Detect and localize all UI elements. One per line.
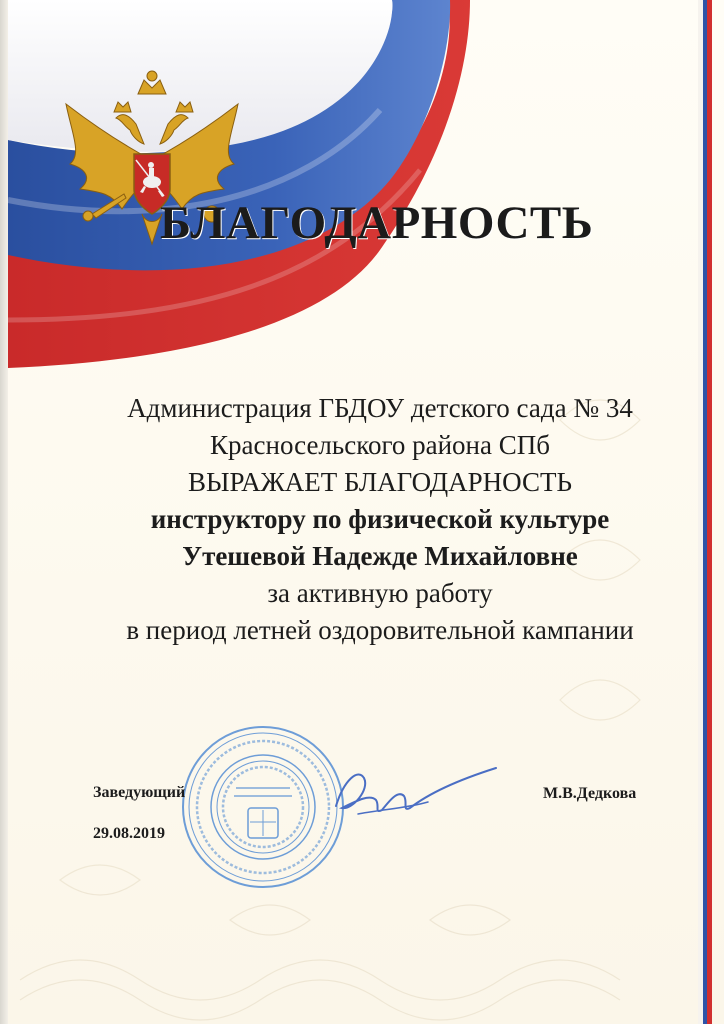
signature bbox=[318, 750, 508, 830]
certificate-body bbox=[40, 390, 720, 649]
body-line-period: в период летней оздоровительной кампании bbox=[126, 615, 634, 645]
right-border-stripes bbox=[698, 0, 712, 1024]
body-line-reason: за активную работу bbox=[267, 578, 493, 608]
signatory-position: Заведующий bbox=[93, 784, 186, 801]
body-line-recipient-role: инструктору по физической культуре bbox=[150, 504, 610, 534]
body-line-district: Красносельского района СПб bbox=[210, 430, 550, 460]
signatory-name: М.В.Дедкова bbox=[543, 785, 637, 802]
body-line-recipient-name: Утешевой Надежде Михайловне bbox=[182, 541, 578, 571]
body-line-organization: Администрация ГБДОУ детского сада № 34 bbox=[127, 393, 633, 423]
stripe-red bbox=[707, 0, 712, 1024]
body-line-expresses: ВЫРАЖАЕТ БЛАГОДАРНОСТЬ bbox=[187, 467, 573, 497]
certificate-title: БЛАГОДАРНОСТЬ bbox=[160, 197, 594, 249]
issue-date: 29.08.2019 bbox=[93, 825, 165, 842]
